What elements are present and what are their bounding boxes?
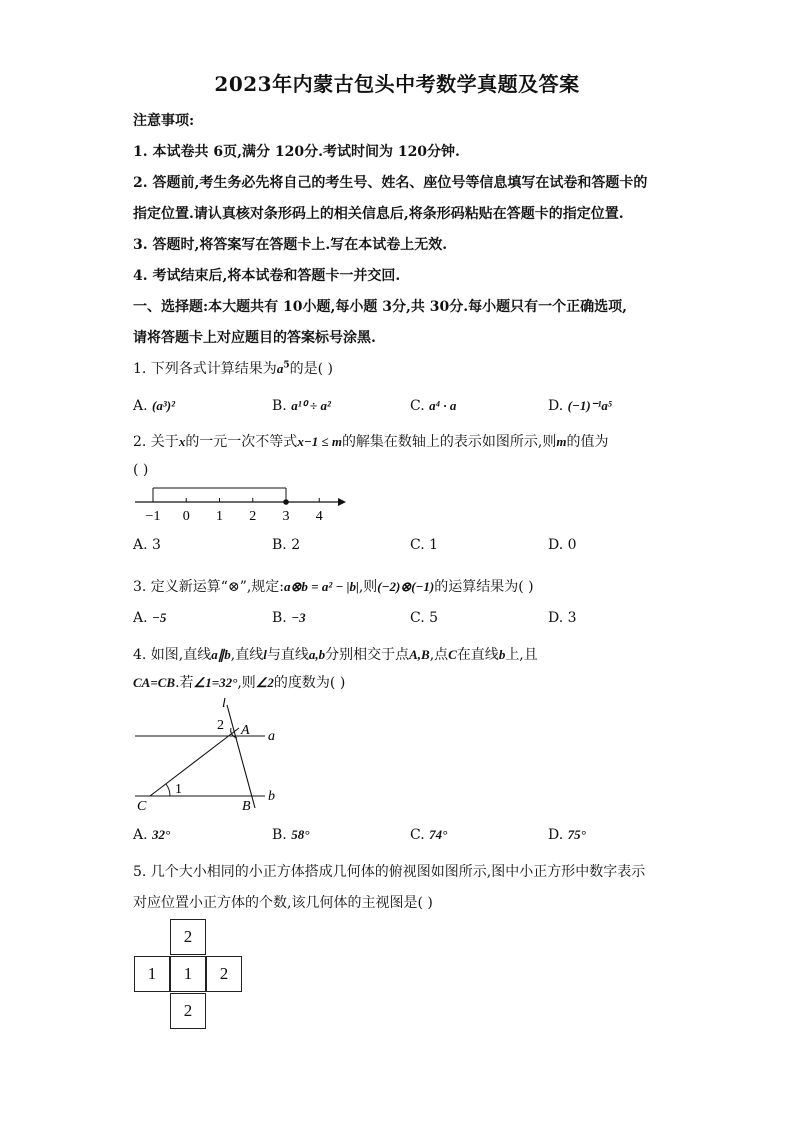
axis-tick-label: 1 <box>216 509 223 524</box>
page-title: 2023年内蒙古包头中考数学真题及答案 <box>214 72 580 96</box>
q3-option-a[interactable] <box>133 610 166 626</box>
q2-text-3: 的解集在数轴上的表示如图所示,则 <box>341 434 557 450</box>
q2-option-d[interactable] <box>548 537 577 553</box>
number-line-arrow <box>338 498 346 506</box>
q4-option-d-value: 75° <box>567 827 586 842</box>
q1-text-post: 的是( ) <box>289 361 333 377</box>
q3-option-b-value: −3 <box>291 610 306 625</box>
q1-option-c-label: C. <box>410 398 425 414</box>
label-line-a: a <box>268 729 275 744</box>
notice-item-4: 4. 考试结束后,将本试卷和答题卡一并交回. <box>133 268 401 284</box>
grid-cell-center: 1 <box>170 956 206 992</box>
notice-item-3: 3. 答题时,将答案写在答题卡上.写在本试卷上无效. <box>133 237 448 253</box>
q2-number-line <box>133 486 353 526</box>
axis-tick-label: 4 <box>315 509 323 524</box>
grid-cell-left: 1 <box>134 956 170 992</box>
q5-stem-line1: 5. 几个大小相同的小正方体搭成几何体的俯视图如图所示,图中小正方形中数字表示 <box>133 864 646 880</box>
q4-math-l: l <box>263 647 267 662</box>
q3-text-1: 3. 定义新运算“⊗”,规定: <box>133 579 285 595</box>
q2-option-b[interactable] <box>272 537 300 553</box>
q3-option-b[interactable] <box>272 610 306 626</box>
q4-option-b-value: 58° <box>291 827 310 842</box>
q4-text-4: 分别相交于点 <box>325 647 410 663</box>
q2-stem <box>133 431 609 451</box>
grid-cell-top: 2 <box>170 919 206 955</box>
section1-line1: 一、选择题:本大题共有 10小题,每小题 3分,共 30分.每小题只有一个正确选项, <box>133 299 627 315</box>
q1-option-a-expr: (a³)² <box>152 398 175 413</box>
q1-option-d-label: D. <box>548 398 564 414</box>
axis-tick-label: 0 <box>182 509 190 524</box>
q2-option-a-label: A. <box>133 537 148 553</box>
q3-stem <box>133 576 534 596</box>
q4-math-ca-cb: CA=CB <box>133 675 176 690</box>
q4-geometry-figure <box>133 698 293 818</box>
q3-option-c-value: 5 <box>429 610 439 626</box>
line-l <box>227 705 255 808</box>
notice-item-1: 1. 本试卷共 6页,满分 120分.考试时间为 120分钟. <box>133 144 460 160</box>
q2-inequality: x−1 ≤ m <box>297 434 342 449</box>
q4-math-angle2: ∠2 <box>255 675 274 690</box>
q2-option-a[interactable] <box>133 537 161 553</box>
q1-option-a-label: A. <box>133 398 148 414</box>
q5-top-view-grid <box>133 918 248 1031</box>
q1-option-b-expr: a¹⁰ ÷ a² <box>291 398 331 413</box>
grid-cell-right: 2 <box>206 956 242 992</box>
q1-option-b[interactable] <box>272 398 331 414</box>
q3-option-a-label: A. <box>133 610 148 626</box>
q4-option-a-value: 32° <box>152 827 171 842</box>
q4-text-7: 上,且 <box>505 647 538 663</box>
q1-option-c[interactable] <box>410 398 456 414</box>
q4-option-b-label: B. <box>272 827 287 843</box>
q5-stem-line2: 对应位置小正方体的个数,该几何体的主视图是( ) <box>133 895 433 911</box>
q4-text-2: ,直线 <box>230 647 264 663</box>
q4-text-8: .若 <box>175 675 194 691</box>
q3-option-d[interactable] <box>548 610 577 626</box>
label-l: l <box>222 698 226 711</box>
notice-item-2: 2. 答题前,考生务必先将自己的考生号、姓名、座位号等信息填写在试卷和答题卡的 <box>133 175 648 191</box>
q1-math-sup: 5 <box>283 360 290 371</box>
q1-option-b-label: B. <box>272 398 287 414</box>
q2-option-b-label: B. <box>272 537 287 553</box>
q4-math-angle1: ∠1=32° <box>193 675 238 690</box>
q2-option-a-value: 3 <box>152 537 161 553</box>
q3-option-c[interactable] <box>410 610 438 626</box>
q4-text-9: ,则 <box>237 675 256 691</box>
label-point-b: B <box>242 799 251 814</box>
q2-option-c[interactable] <box>410 537 438 553</box>
label-angle-2: 2 <box>217 718 224 733</box>
q4-option-c[interactable] <box>410 827 447 843</box>
q2-text-2: 的一元一次不等式 <box>185 434 298 450</box>
q1-stem <box>133 358 333 378</box>
q2-stem-bracket: ( ) <box>133 462 149 478</box>
grid-cell-bottom: 2 <box>170 993 206 1029</box>
q2-option-c-label: C. <box>410 537 425 553</box>
q4-text-3: 与直线 <box>266 647 309 663</box>
q4-stem-line2 <box>133 672 345 692</box>
q4-option-c-value: 74° <box>429 827 448 842</box>
q3-option-d-value: 3 <box>567 610 577 626</box>
notice-heading: 注意事项: <box>133 113 195 129</box>
q2-option-d-label: D. <box>548 537 564 553</box>
q4-option-c-label: C. <box>410 827 425 843</box>
q3-text-2: ,则 <box>358 579 378 595</box>
axis-tick-label: 2 <box>249 509 257 524</box>
section1-line2: 请将答题卡上对应题目的答案标号涂黑. <box>133 330 376 346</box>
q3-text-3: 的运算结果为( ) <box>434 579 534 595</box>
q1-option-c-expr: a⁴ · a <box>429 398 457 413</box>
q4-math-points: A,B <box>409 647 430 662</box>
label-line-b: b <box>268 789 275 804</box>
q1-option-a[interactable] <box>133 398 175 414</box>
q2-option-c-value: 1 <box>429 537 439 553</box>
q1-option-d[interactable] <box>548 398 612 414</box>
q4-option-a[interactable] <box>133 827 170 843</box>
q2-option-b-value: 2 <box>291 537 301 553</box>
q2-var-x: x <box>178 434 186 449</box>
angle-1-arc <box>166 784 170 796</box>
q4-option-d[interactable] <box>548 827 586 843</box>
segment-ca <box>150 728 239 796</box>
label-point-c: C <box>137 799 147 814</box>
q4-math-b: b <box>498 647 506 662</box>
q1-option-d-expr: (−1)⁻¹a⁵ <box>567 398 613 413</box>
q4-math-parallel: a∥b <box>211 647 231 662</box>
q4-text-5: ,点 <box>429 647 449 663</box>
label-point-a: A <box>241 723 250 738</box>
q4-text-6: 在直线 <box>456 647 499 663</box>
q4-math-ab: a,b <box>308 647 326 662</box>
q3-option-c-label: C. <box>410 610 425 626</box>
q2-option-d-value: 0 <box>567 537 577 553</box>
axis-tick-label: −1 <box>145 509 161 524</box>
axis-tick-label: 3 <box>282 509 290 524</box>
label-angle-1: 1 <box>175 782 182 797</box>
q4-option-b[interactable] <box>272 827 309 843</box>
q4-option-a-label: A. <box>133 827 148 843</box>
q3-definition: a⊗b = a² − |b| <box>284 579 359 594</box>
q4-stem-line1 <box>133 644 538 664</box>
q3-option-b-label: B. <box>272 610 287 626</box>
q3-expression: (−2)⊗(−1) <box>377 579 435 594</box>
q2-var-m: m <box>556 434 567 449</box>
q1-math: a <box>276 361 284 376</box>
q2-text-1: 2. 关于 <box>133 434 179 450</box>
q4-option-d-label: D. <box>548 827 564 843</box>
q4-text-1: 4. 如图,直线 <box>133 647 212 663</box>
q3-option-d-label: D. <box>548 610 564 626</box>
notice-item-2-cont: 指定位置.请认真核对条形码上的相关信息后,将条形码粘贴在答题卡的指定位置. <box>133 206 624 222</box>
q1-text-pre: 1. 下列各式计算结果为 <box>133 361 277 377</box>
q4-text-10: 的度数为( ) <box>273 675 346 691</box>
q2-text-4: 的值为 <box>566 434 609 450</box>
q3-option-a-value: −5 <box>152 610 167 625</box>
q4-math-c: C <box>448 647 457 662</box>
